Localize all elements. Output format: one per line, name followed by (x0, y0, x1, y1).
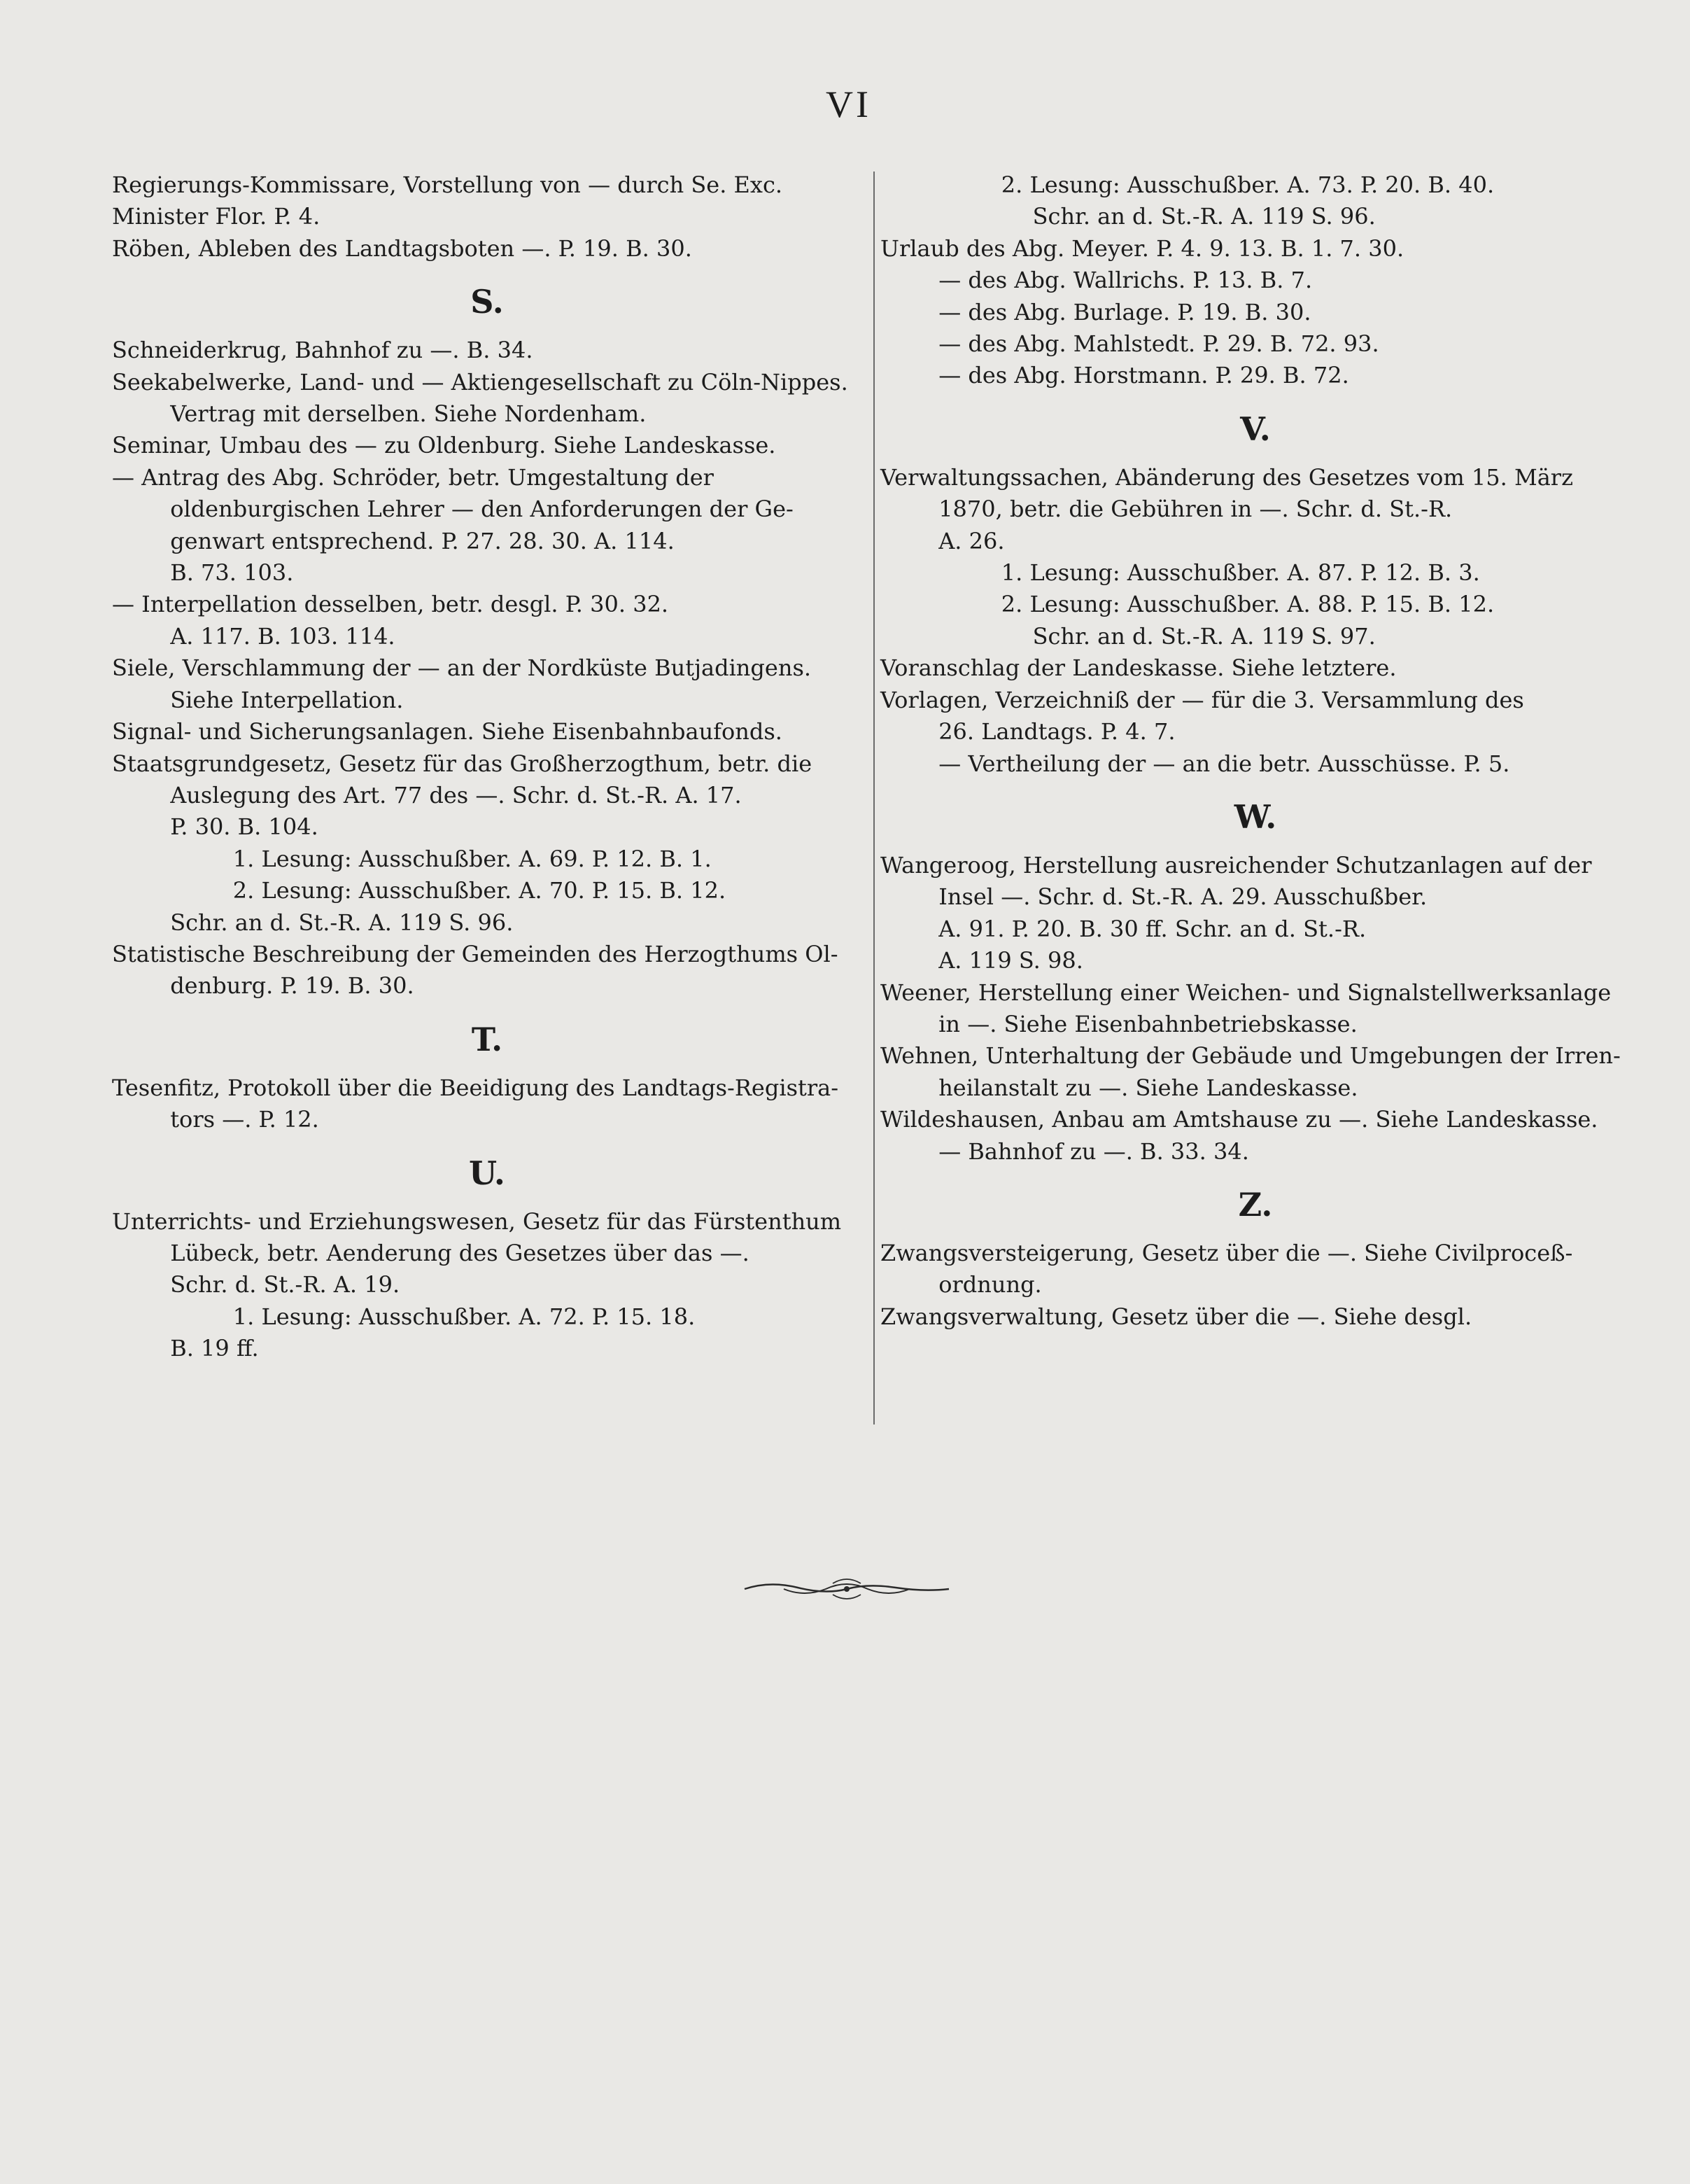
section-heading-w: W. (1234, 797, 1277, 836)
index-entry: Zwangsversteigerung, Gesetz über die —. Siehe Civilproceß- ordnung. (880, 1239, 1573, 1298)
index-entry: Voranschlag der Landeskasse. Siehe letztere. (880, 654, 1397, 682)
index-entry: Urlaub des Abg. Meyer. P. 4. 9. 13. B. 1. 7. 30. (880, 234, 1404, 262)
index-subentry: 2. Lesung: Ausschußber. A. 70. P. 15. B. 12. Schr. an d. St.-R. A. 119 S. 96. (170, 877, 726, 936)
index-entry: Unterrichts- und Erziehungswesen, Gesetz für das Fürstenthum Lübeck, betr. Aenderung des Gesetzes über das —. Schr. d. St.-R. A. 19. (112, 1208, 842, 1298)
section-heading-u: U. (469, 1154, 505, 1192)
section-heading-z: Z. (1238, 1185, 1273, 1224)
index-entry: Wehnen, Unterhaltung der Gebäude und Umgebungen der Irren- heilanstalt zu —. Siehe Landeskasse. (880, 1042, 1621, 1101)
section-heading-v: V. (1240, 410, 1271, 448)
index-entry: Statistische Beschreibung der Gemeinden des Herzogthums Ol- denburg. P. 19. B. 30. (112, 940, 838, 1000)
section-heading-t: T. (471, 1020, 503, 1058)
index-subentry: 1. Lesung: Ausschußber. A. 87. P. 12. B. 3. (1001, 559, 1480, 587)
right-column (880, 169, 1631, 1333)
section-heading-s: S. (470, 283, 504, 321)
index-subentry: 2. Lesung: Ausschußber. A. 73. P. 20. B. 40. Schr. an d. St.-R. A. 119 S. 96. (1001, 172, 1495, 230)
ornament-divider-icon (742, 1574, 952, 1604)
index-subentry: — Bahnhof zu —. B. 33. 34. (938, 1138, 1249, 1165)
index-entry: Zwangsverwaltung, Gesetz über die —. Siehe desgl. (880, 1303, 1472, 1330)
index-entry: Signal- und Sicherungsanlagen. Siehe Eisenbahnbaufonds. (112, 718, 782, 746)
index-subentry: — Vertheilung der — an die betr. Ausschüsse. P. 5. (938, 750, 1510, 777)
index-subentry: — des Abg. Burlage. P. 19. B. 30. (938, 298, 1311, 326)
index-subentry: — des Abg. Mahlstedt. P. 29. B. 72. 93. (938, 330, 1379, 358)
index-entry: Regierungs-Kommissare, Vorstellung von — durch Se. Exc. Minister Flor. P. 4. (112, 172, 783, 230)
index-entry: Weener, Herstellung einer Weichen- und Signalstellwerksanlage in —. Siehe Eisenbahnbetriebskasse. (880, 979, 1612, 1037)
index-entry: — Interpellation desselben, betr. desgl. P. 30. 32. A. 117. B. 103. 114. (112, 591, 669, 650)
index-entry: — Antrag des Abg. Schröder, betr. Umgestaltung der oldenburgischen Lehrer — den Anforderungen der Ge- genwart entsprechend. P. 27. 28. 30. A. 114. B. 73. 103. (112, 463, 794, 587)
index-entry: Seminar, Umbau des — zu Oldenburg. Siehe Landeskasse. (112, 432, 776, 459)
index-entry: Wildeshausen, Anbau am Amtshause zu —. Siehe Landeskasse. (880, 1106, 1598, 1133)
left-column (112, 169, 862, 1365)
index-entry: Seekabelwerke, Land- und — Aktiengesellschaft zu Cöln-Nippes. Vertrag mit derselben. Siehe Nordenham. (112, 368, 848, 428)
index-entry: Schneiderkrug, Bahnhof zu —. B. 34. (112, 337, 533, 364)
page-number: VI (826, 83, 871, 125)
index-entry: Verwaltungssachen, Abänderung des Gesetzes vom 15. März 1870, betr. die Gebühren in —. Schr. d. St.-R. A. 26. (880, 463, 1573, 554)
index-subentry: 1. Lesung: Ausschußber. A. 72. P. 15. 18. B. 19 ff. (170, 1303, 696, 1362)
index-entry: Staatsgrundgesetz, Gesetz für das Großherzogthum, betr. die Auslegung des Art. 77 des —. Schr. d. St.-R. A. 17. P. 30. B. 104. (112, 750, 812, 841)
column-divider (873, 172, 875, 1424)
index-entry: Siele, Verschlammung der — an der Nordküste Butjadingens. Siehe Interpellation. (112, 654, 812, 713)
index-subentry: — des Abg. Horstmann. P. 29. B. 72. (938, 362, 1349, 389)
index-entry: Wangeroog, Herstellung ausreichender Schutzanlagen auf der Insel —. Schr. d. St.-R. A. 29. Ausschußber. A. 91. P. 20. B. 30 ff. Schr. an d. St.-R. A. 119 S. 98. (880, 851, 1592, 974)
index-entry: Röben, Ableben des Landtagsboten —. P. 19. B. 30. (112, 234, 692, 262)
index-entry: Vorlagen, Verzeichniß der — für die 3. Versammlung des 26. Landtags. P. 4. 7. (880, 686, 1524, 746)
index-subentry: — des Abg. Wallrichs. P. 13. B. 7. (938, 267, 1313, 294)
index-subentry: 1. Lesung: Ausschußber. A. 69. P. 12. B. 1. (232, 845, 712, 872)
index-entry: Tesenfitz, Protokoll über die Beeidigung des Landtags-Registra- tors —. P. 12. (112, 1074, 839, 1133)
index-subentry: 2. Lesung: Ausschußber. A. 88. P. 15. B. 12. Schr. an d. St.-R. A. 119 S. 97. (1001, 591, 1495, 650)
